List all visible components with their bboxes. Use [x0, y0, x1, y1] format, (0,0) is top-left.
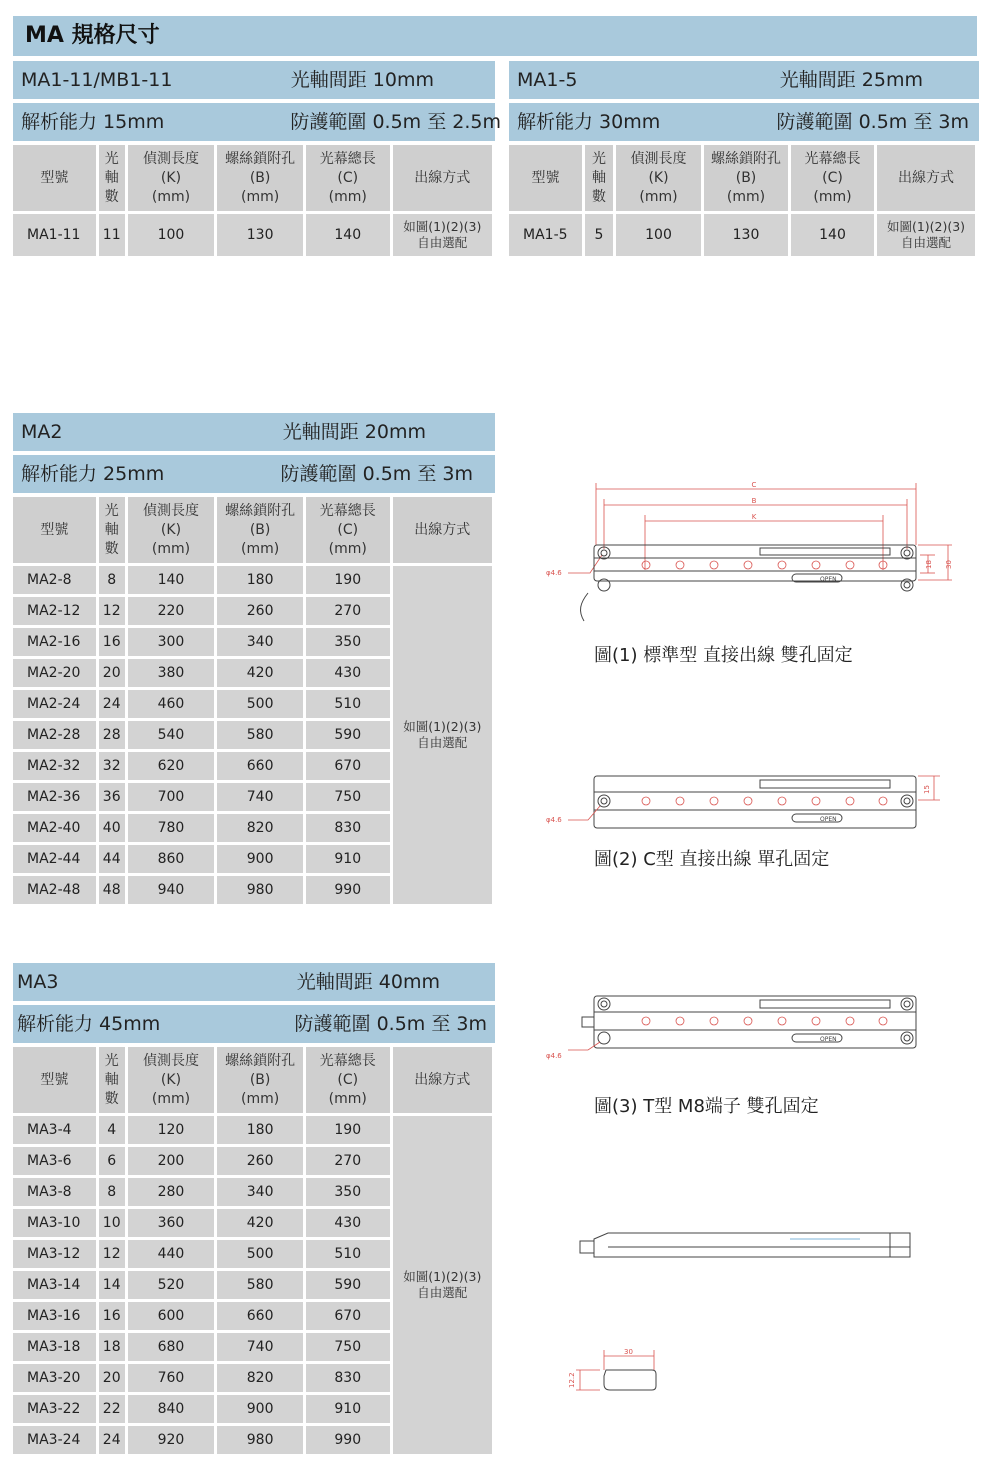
- cell-detect-length: 360: [128, 1209, 215, 1237]
- header-model: 型號: [509, 145, 582, 211]
- section-ma2: [13, 413, 495, 907]
- table-row: [13, 566, 492, 594]
- cell-detect-length: 520: [128, 1271, 215, 1299]
- section-range: 防護範圍 0.5m 至 3m: [294, 1013, 487, 1035]
- cell-total-length: 270: [306, 1147, 390, 1175]
- cell-model: MA2-44: [13, 845, 96, 873]
- cell-model: MA2-8: [13, 566, 96, 594]
- table-header-row: [13, 145, 492, 211]
- header-detect-length: 偵測長度 (K) (mm): [128, 1047, 215, 1113]
- table-row: [13, 214, 492, 256]
- section-ma1-5: [509, 61, 979, 259]
- cell-model: MA2-32: [13, 752, 96, 780]
- cell-detect-length: 920: [128, 1426, 215, 1454]
- cell-screw-hole: 660: [217, 1302, 303, 1330]
- header-axis-count: 光 軸 數: [99, 497, 125, 563]
- cell-screw-hole: 420: [217, 1209, 303, 1237]
- spec-table: [10, 494, 495, 907]
- cell-screw-hole: 740: [217, 783, 303, 811]
- header-total-length: 光幕總長 (C) (mm): [791, 145, 874, 211]
- table-row: [509, 214, 975, 256]
- section-spec-bar: [13, 1005, 495, 1043]
- header-output: 出線方式: [393, 145, 492, 211]
- header-output: 出線方式: [393, 497, 492, 563]
- hole-diameter-label: φ4.6: [546, 1052, 562, 1060]
- cell-total-length: 190: [306, 1116, 390, 1144]
- dim-18-label: 18: [925, 560, 933, 569]
- cell-output: 如圖(1)(2)(3) 自由選配: [393, 214, 492, 256]
- cell-screw-hole: 900: [217, 845, 303, 873]
- cell-output: 如圖(1)(2)(3) 自由選配: [877, 214, 975, 256]
- cell-screw-hole: 740: [217, 1333, 303, 1361]
- cell-detect-length: 620: [128, 752, 215, 780]
- cell-total-length: 990: [306, 876, 390, 904]
- cell-detect-length: 680: [128, 1333, 215, 1361]
- cell-detect-length: 100: [128, 214, 215, 256]
- cell-screw-hole: 900: [217, 1395, 303, 1423]
- section-resolution: 解析能力 30mm: [517, 111, 661, 133]
- cell-model: MA3-22: [13, 1395, 96, 1423]
- cell-screw-hole: 420: [217, 659, 303, 687]
- cell-model: MA3-6: [13, 1147, 96, 1175]
- cell-total-length: 430: [306, 659, 390, 687]
- header-model: 型號: [13, 497, 96, 563]
- cell-model: MA2-16: [13, 628, 96, 656]
- cell-detect-length: 860: [128, 845, 215, 873]
- cell-detect-length: 120: [128, 1116, 215, 1144]
- dim-30-label: 30: [945, 560, 953, 569]
- cell-total-length: 670: [306, 1302, 390, 1330]
- table-header-row: [509, 145, 975, 211]
- cell-axis-count: 8: [99, 1178, 125, 1206]
- cell-total-length: 990: [306, 1426, 390, 1454]
- cell-total-length: 350: [306, 628, 390, 656]
- cell-model: MA3-12: [13, 1240, 96, 1268]
- open-label: OPEN: [820, 816, 837, 823]
- cell-axis-count: 14: [99, 1271, 125, 1299]
- cell-axis-count: 48: [99, 876, 125, 904]
- cell-model: MA2-24: [13, 690, 96, 718]
- section-header-bar: [13, 61, 495, 99]
- dim-15-label: 15: [923, 785, 931, 794]
- cell-axis-count: 16: [99, 1302, 125, 1330]
- cell-detect-length: 280: [128, 1178, 215, 1206]
- cell-total-length: 590: [306, 721, 390, 749]
- cell-axis-count: 36: [99, 783, 125, 811]
- cell-axis-count: 8: [99, 566, 125, 594]
- cell-axis-count: 32: [99, 752, 125, 780]
- cell-axis-count: 20: [99, 659, 125, 687]
- cell-model: MA1-5: [509, 214, 582, 256]
- side-profile-drawing: [560, 1225, 940, 1265]
- header-detect-length: 偵測長度 (K) (mm): [616, 145, 701, 211]
- cell-model: MA3-20: [13, 1364, 96, 1392]
- dim-k-label: K: [751, 513, 757, 521]
- page-title: MA 規格尺寸: [13, 16, 977, 56]
- cell-detect-length: 760: [128, 1364, 215, 1392]
- cell-model: MA3-4: [13, 1116, 96, 1144]
- cell-axis-count: 22: [99, 1395, 125, 1423]
- cell-total-length: 750: [306, 1333, 390, 1361]
- cell-output: 如圖(1)(2)(3) 自由選配: [393, 1116, 492, 1454]
- cell-screw-hole: 980: [217, 1426, 303, 1454]
- cell-total-length: 270: [306, 597, 390, 625]
- cell-model: MA3-10: [13, 1209, 96, 1237]
- cell-axis-count: 24: [99, 690, 125, 718]
- cell-screw-hole: 580: [217, 721, 303, 749]
- header-axis-count: 光 軸 數: [585, 145, 613, 211]
- cell-total-length: 670: [306, 752, 390, 780]
- cell-detect-length: 600: [128, 1302, 215, 1330]
- dim-12-2-label: 12.2: [568, 1372, 576, 1388]
- cell-total-length: 590: [306, 1271, 390, 1299]
- cell-axis-count: 12: [99, 597, 125, 625]
- section-spec-bar: [13, 103, 501, 141]
- section-spec-bar: [509, 103, 979, 141]
- header-screw-hole: 螺絲鎖附孔 (B) (mm): [217, 145, 303, 211]
- cell-detect-length: 460: [128, 690, 215, 718]
- cell-model: MA2-28: [13, 721, 96, 749]
- cell-axis-count: 11: [99, 214, 125, 256]
- cell-model: MA3-24: [13, 1426, 96, 1454]
- table-header-row: [13, 1047, 492, 1113]
- cell-detect-length: 100: [616, 214, 701, 256]
- header-axis-count: 光 軸 數: [99, 145, 125, 211]
- cell-total-length: 140: [791, 214, 874, 256]
- cell-axis-count: 28: [99, 721, 125, 749]
- header-screw-hole: 螺絲鎖附孔 (B) (mm): [217, 1047, 303, 1113]
- section-ma3: [13, 963, 495, 1457]
- cell-screw-hole: 820: [217, 1364, 303, 1392]
- dim-b-label: B: [751, 497, 757, 505]
- cell-model: MA2-12: [13, 597, 96, 625]
- header-total-length: 光幕總長 (C) (mm): [306, 145, 390, 211]
- cell-axis-count: 10: [99, 1209, 125, 1237]
- header-output: 出線方式: [877, 145, 975, 211]
- cell-detect-length: 140: [128, 566, 215, 594]
- section-pitch: 光軸間距 25mm: [779, 69, 923, 91]
- cell-screw-hole: 260: [217, 1147, 303, 1175]
- cell-total-length: 830: [306, 814, 390, 842]
- hole-diameter-label: φ4.6: [546, 569, 562, 577]
- figure-2-caption: 圖(2) C型 直接出線 單孔固定: [594, 849, 830, 870]
- header-model: 型號: [13, 1047, 96, 1113]
- section-pitch: 光軸間距 10mm: [290, 69, 434, 91]
- section-pitch: 光軸間距 40mm: [296, 971, 440, 993]
- cell-detect-length: 780: [128, 814, 215, 842]
- cell-screw-hole: 660: [217, 752, 303, 780]
- cell-total-length: 190: [306, 566, 390, 594]
- cell-model: MA3-18: [13, 1333, 96, 1361]
- figure-3-caption: 圖(3) T型 M8端子 雙孔固定: [594, 1096, 819, 1117]
- cell-model: MA2-40: [13, 814, 96, 842]
- cell-model: MA2-48: [13, 876, 96, 904]
- cell-detect-length: 540: [128, 721, 215, 749]
- cell-model: MA2-36: [13, 783, 96, 811]
- figure-2-drawing: [540, 770, 980, 835]
- cell-detect-length: 380: [128, 659, 215, 687]
- section-ma1-11: [13, 61, 501, 259]
- cell-axis-count: 5: [585, 214, 613, 256]
- header-model: 型號: [13, 145, 96, 211]
- cell-detect-length: 700: [128, 783, 215, 811]
- cell-axis-count: 24: [99, 1426, 125, 1454]
- spec-table: [10, 142, 495, 259]
- cell-axis-count: 20: [99, 1364, 125, 1392]
- cell-model: MA1-11: [13, 214, 96, 256]
- cell-model: MA3-16: [13, 1302, 96, 1330]
- cell-screw-hole: 180: [217, 1116, 303, 1144]
- cell-detect-length: 440: [128, 1240, 215, 1268]
- section-spec-bar: [13, 455, 495, 493]
- cell-total-length: 140: [306, 214, 390, 256]
- header-detect-length: 偵測長度 (K) (mm): [128, 497, 215, 563]
- spec-table: [506, 142, 978, 259]
- cell-screw-hole: 340: [217, 1178, 303, 1206]
- header-screw-hole: 螺絲鎖附孔 (B) (mm): [217, 497, 303, 563]
- cell-axis-count: 18: [99, 1333, 125, 1361]
- section-name: MA3: [17, 971, 59, 993]
- section-resolution: 解析能力 15mm: [21, 111, 165, 133]
- figure-3-drawing: [540, 990, 980, 1065]
- cell-detect-length: 300: [128, 628, 215, 656]
- open-label: OPEN: [820, 1036, 837, 1043]
- table-row: [13, 1116, 492, 1144]
- cell-detect-length: 200: [128, 1147, 215, 1175]
- cell-screw-hole: 820: [217, 814, 303, 842]
- cell-model: MA2-20: [13, 659, 96, 687]
- cell-model: MA3-14: [13, 1271, 96, 1299]
- header-axis-count: 光 軸 數: [99, 1047, 125, 1113]
- cell-axis-count: 6: [99, 1147, 125, 1175]
- spec-table: [10, 1044, 495, 1457]
- cell-screw-hole: 580: [217, 1271, 303, 1299]
- cell-screw-hole: 980: [217, 876, 303, 904]
- cell-axis-count: 12: [99, 1240, 125, 1268]
- cell-output: 如圖(1)(2)(3) 自由選配: [393, 566, 492, 904]
- cell-detect-length: 840: [128, 1395, 215, 1423]
- figure-1-caption: 圖(1) 標準型 直接出線 雙孔固定: [594, 645, 853, 666]
- section-name: MA2: [21, 421, 63, 443]
- cell-screw-hole: 180: [217, 566, 303, 594]
- hole-diameter-label: φ4.6: [546, 816, 562, 824]
- header-total-length: 光幕總長 (C) (mm): [306, 497, 390, 563]
- cell-axis-count: 16: [99, 628, 125, 656]
- section-resolution: 解析能力 45mm: [17, 1013, 161, 1035]
- dim-c-label: C: [751, 481, 757, 489]
- dim-30-label: 30: [624, 1348, 633, 1356]
- header-screw-hole: 螺絲鎖附孔 (B) (mm): [704, 145, 788, 211]
- cell-model: MA3-8: [13, 1178, 96, 1206]
- cell-screw-hole: 500: [217, 1240, 303, 1268]
- section-name: MA1-5: [517, 69, 578, 91]
- cell-detect-length: 220: [128, 597, 215, 625]
- cell-total-length: 830: [306, 1364, 390, 1392]
- section-range: 防護範圍 0.5m 至 3m: [280, 463, 473, 485]
- cell-total-length: 910: [306, 1395, 390, 1423]
- cell-total-length: 430: [306, 1209, 390, 1237]
- header-total-length: 光幕總長 (C) (mm): [306, 1047, 390, 1113]
- section-resolution: 解析能力 25mm: [21, 463, 165, 485]
- section-pitch: 光軸間距 20mm: [282, 421, 426, 443]
- cell-total-length: 510: [306, 690, 390, 718]
- section-header-bar: [13, 963, 495, 1001]
- header-detect-length: 偵測長度 (K) (mm): [128, 145, 215, 211]
- cell-screw-hole: 340: [217, 628, 303, 656]
- cell-total-length: 350: [306, 1178, 390, 1206]
- table-header-row: [13, 497, 492, 563]
- cell-axis-count: 40: [99, 814, 125, 842]
- cross-section-drawing: [560, 1340, 670, 1400]
- section-header-bar: [509, 61, 979, 99]
- cell-total-length: 910: [306, 845, 390, 873]
- cell-detect-length: 940: [128, 876, 215, 904]
- cell-screw-hole: 500: [217, 690, 303, 718]
- open-label: OPEN: [820, 576, 837, 583]
- cell-total-length: 510: [306, 1240, 390, 1268]
- cell-axis-count: 4: [99, 1116, 125, 1144]
- cell-screw-hole: 130: [704, 214, 788, 256]
- section-range: 防護範圍 0.5m 至 2.5m: [290, 111, 501, 133]
- figure-1-drawing: [540, 475, 980, 625]
- cell-axis-count: 44: [99, 845, 125, 873]
- section-range: 防護範圍 0.5m 至 3m: [776, 111, 969, 133]
- cell-total-length: 750: [306, 783, 390, 811]
- header-output: 出線方式: [393, 1047, 492, 1113]
- section-name: MA1-11/MB1-11: [21, 69, 173, 91]
- section-header-bar: [13, 413, 495, 451]
- cell-screw-hole: 130: [217, 214, 303, 256]
- cell-screw-hole: 260: [217, 597, 303, 625]
